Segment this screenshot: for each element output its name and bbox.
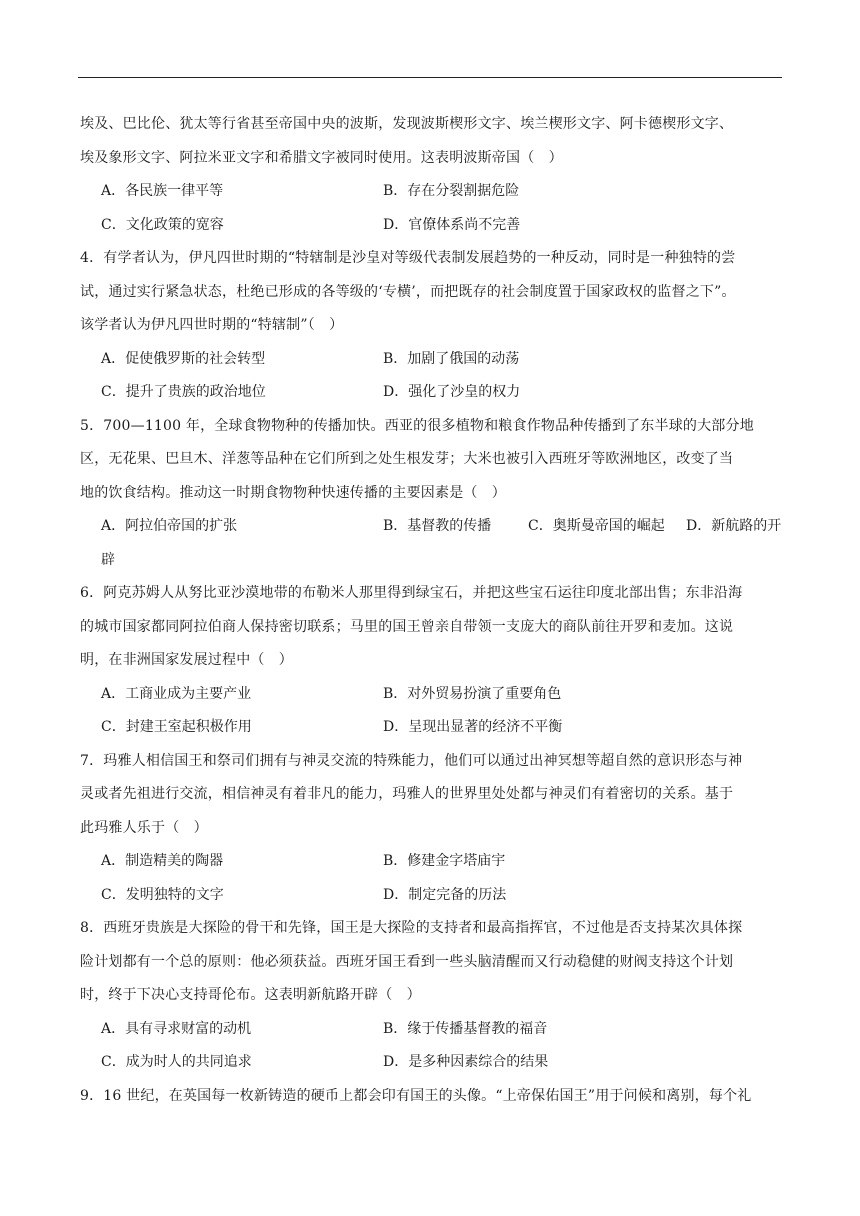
option-d: D．新航路的开 [686, 518, 782, 534]
question-stem-line: 险计划都有一个总的原则：他必须获益。西班牙国王看到一些头脑清醒而又行动稳健的财阀支持这个计划 [80, 953, 734, 970]
option-a: A．各民族一律平等 [101, 183, 224, 199]
option-group [80, 845, 782, 912]
option-b: B．基督教的传播 [383, 518, 492, 534]
option-a: A．具有寻求财富的动机 [101, 1020, 252, 1037]
option-group [80, 1013, 782, 1080]
question-4 [80, 242, 782, 410]
option-a: A．阿拉伯帝国的扩张 [101, 518, 238, 534]
question-stem-line: 7．玛雅人相信国王和祭司们拥有与神灵交流的特殊能力，他们可以通过出神冥想等超自然的意识形态与神 [80, 752, 743, 769]
question-stem-line: 时，终于下决心支持哥伦布。这表明新航路开辟（ ） [80, 987, 421, 1003]
question-stem-line: 8．西班牙贵族是大探险的骨干和先锋，国王是大探险的支持者和最高指挥官，不过他是否支持某次具体探 [80, 920, 743, 936]
question-8 [80, 912, 782, 1080]
question-6 [80, 577, 782, 745]
question-7 [80, 745, 782, 913]
option-b: B．缘于传播基督教的福音 [383, 1020, 548, 1037]
option-c: C．成为时人的共同追求 [101, 1054, 252, 1070]
question-stem-line: 该学者认为伊凡四世时期的“特辖制”（ ） [80, 317, 344, 333]
question-stem-line: 4．有学者认为，伊凡四世时期的“特辖制是沙皇对等级代表制发展趋势的一种反动，同时是一种独特的尝 [80, 250, 736, 266]
option-d: D．强化了沙皇的权力 [383, 384, 521, 400]
option-b: B．修建金字塔庙宇 [383, 853, 506, 869]
question-stem-line: 明，在非洲国家发展过程中（ ） [80, 652, 293, 668]
question-content [80, 108, 782, 1113]
option-group [80, 678, 782, 745]
option-c: C．发明独特的文字 [101, 886, 224, 903]
option-b: B．存在分裂割据危险 [383, 183, 520, 199]
option-c: C．提升了贵族的政治地位 [101, 384, 266, 400]
option-c: C．奥斯曼帝国的崛起 [528, 518, 665, 534]
option-group [80, 343, 782, 410]
option-d: D．制定完备的历法 [383, 886, 507, 903]
question-stem-line: 5．700—1100 年，全球食物物种的传播加快。西亚的很多植物和粮食作物品种传播到了东半球的大部分地 [80, 417, 754, 434]
question-stem-line: 埃及象形文字、阿拉米亚文字和希腊文字被同时使用。这表明波斯帝国（ ） [80, 149, 563, 166]
question-5 [80, 410, 782, 578]
option-a: A．促使俄罗斯的社会转型 [101, 350, 266, 367]
option-b: B．加剧了俄国的动荡 [383, 350, 520, 367]
question-stem-line: 灵或者先祖进行交流，相信神灵有着非凡的能力，玛雅人的世界里处处都与神灵们有着密切的关系。基于 [80, 786, 734, 802]
option-group [80, 175, 782, 242]
question-9 [80, 1080, 782, 1114]
option-d-continued: 辟 [101, 551, 115, 568]
question-stem-line: 试，通过实行紧急状态，杜绝已形成的各等级的‘专横’，而把既存的社会制度置于国家政权的监督之下”。 [80, 283, 736, 300]
option-group [80, 510, 782, 577]
option-b: B．对外贸易扮演了重要角色 [383, 685, 562, 702]
option-c: C．文化政策的宽容 [101, 216, 224, 233]
question-stem-line: 9．16 世纪，在英国每一枚新铸造的硬币上都会印有国王的头像。“上帝保佑国王”用于问候和离别，每个礼 [80, 1087, 752, 1104]
header-rule [78, 77, 782, 78]
question-stem-line: 区，无花果、巴旦木、洋葱等品种在它们所到之处生根发芽；大米也被引入西班牙等欧洲地区，改变了当 [80, 451, 734, 467]
question-stem-line: 地的饮食结构。推动这一时期食物物种快速传播的主要因素是（ ） [80, 484, 506, 501]
question-stem-line: 埃及、巴比伦、犹太等行省甚至帝国中央的波斯，发现波斯楔形文字、埃兰楔形文字、阿卡德楔形文字、 [80, 116, 734, 132]
question-3 [80, 108, 782, 242]
option-d: D．呈现出显著的经济不平衡 [383, 719, 563, 735]
option-d: D．是多种因素综合的结果 [383, 1054, 549, 1070]
option-c: C．封建王室起积极作用 [101, 719, 252, 735]
question-stem-line: 的城市国家都同阿拉伯商人保持密切联系；马里的国王曾亲自带领一支庞大的商队前往开罗和麦加。这说 [80, 618, 734, 635]
question-stem-line: 6．阿克苏姆人从努比亚沙漠地带的布勒米人那里得到绿宝石，并把这些宝石运往印度北部出售；东非沿海 [80, 585, 743, 601]
option-d: D．官僚体系尚不完善 [383, 216, 521, 233]
option-a: A．制造精美的陶器 [101, 853, 224, 869]
option-a: A．工商业成为主要产业 [101, 685, 252, 702]
question-stem-line: 此玛雅人乐于（ ） [80, 819, 208, 836]
